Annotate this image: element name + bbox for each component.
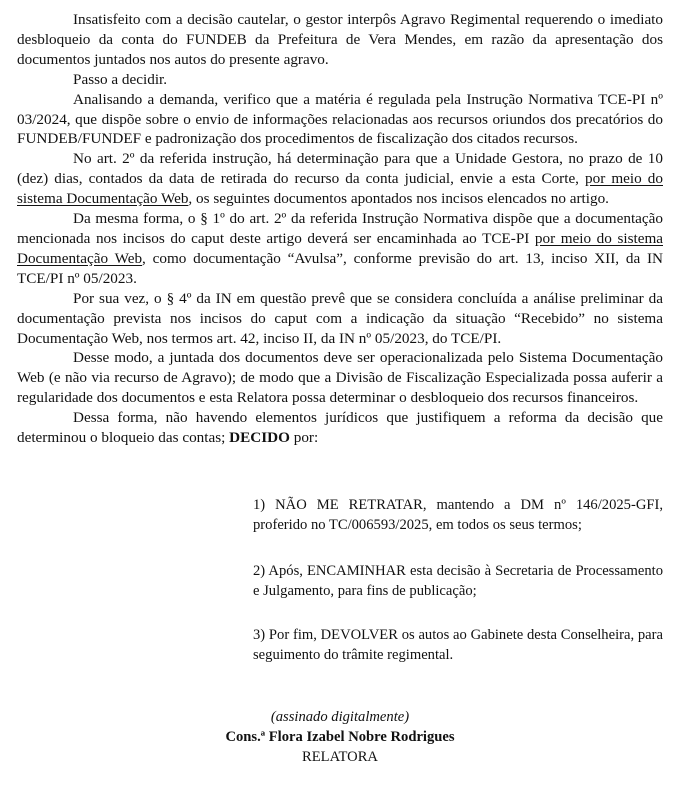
decision-item-1: 1) NÃO ME RETRATAR, mantendo a DM nº 146/2025-GFI, proferido no TC/006593/2025, em todos os seus termos;	[253, 497, 663, 533]
decision-body	[17, 10, 663, 448]
signature-role: RELATORA	[302, 749, 378, 765]
text-segment: , como documentação “Avulsa”, conforme previsão do art. 13, inciso XII, da IN TCE/PI nº 05/2023.	[17, 249, 663, 287]
text-segment: Dessa forma, não havendo elementos jurídicos que justifiquem a reforma da decisão que determinou o bloqueio das contas;	[17, 409, 663, 447]
text-segment: por:	[289, 429, 319, 447]
paragraph-paragrafo-4: Por sua vez, o § 4º da IN em questão prevê que se considera concluída a análise preliminar da documentação prevista nos incisos do caput com a indicação da situação “Recebido” no sistema Documentação Web, nos termos art. 42, inciso II, da IN nº 05/2023, do TCE/PI.	[17, 289, 663, 347]
underlined-text: por meio do sistema Documentação Web	[17, 229, 663, 267]
paragraph-paragrafo-1	[17, 209, 663, 289]
paragraph-instrucao-normativa: Analisando a demanda, verifico que a matéria é regulada pela Instrução Normativa TCE-PI nº 03/2024, que dispõe sobre o envio de informações relacionadas aos recursos oriundos dos precatórios do FUNDEB/FUNDEF e padronização dos procedimentos de fiscalização dos citados recursos.	[17, 90, 663, 148]
text-segment: No art. 2º da referida instrução, há determinação para que a Unidade Gestora, no prazo de 10 (dez) dias, contados da data de retirada do recurso da conta judicial, envie a esta Corte,	[17, 150, 663, 188]
paragraph-art-2	[17, 149, 663, 209]
paragraph-desse-modo: Desse modo, a juntada dos documentos deve ser operacionalizada pelo Sistema Documentação Web (e não via recurso de Agravo); de modo que a Divisão de Fiscalização Especializada possa auferir a regularidade dos documentos e esta Relatora possa determinar o desbloqueio dos recursos financeiros.	[17, 349, 663, 407]
underlined-text: por meio do sistema Documentação Web	[17, 170, 663, 208]
signature-note: (assinado digitalmente)	[270, 709, 410, 725]
text-segment: Da mesma forma, o § 1º do art. 2º da referida Instrução Normativa dispõe que a documentação mencionada nos incisos do caput deste artigo deverá ser encaminhada ao TCE-PI	[17, 210, 663, 247]
signature-block	[0, 707, 680, 767]
decision-item-2: 2) Após, ENCAMINHAR esta decisão à Secretaria de Processamento e Julgamento, para fins de publicação;	[253, 563, 663, 599]
signature-name: Cons.ª Flora Izabel Nobre Rodrigues	[225, 729, 455, 745]
paragraph-agravo: Insatisfeito com a decisão cautelar, o gestor interpôs Agravo Regimental requerendo o imediato desbloqueio da conta do FUNDEB da Prefeitura de Vera Mendes, em razão da apresentação dos documentos juntados nos autos do presente agravo.	[17, 11, 663, 68]
bold-text: DECIDO	[229, 429, 290, 447]
paragraph-passo-a-decidir: Passo a decidir.	[73, 70, 168, 88]
text-segment: , os seguintes documentos apontados nos incisos elencados no artigo.	[188, 190, 609, 208]
decision-item-3: 3) Por fim, DEVOLVER os autos ao Gabinete desta Conselheira, para seguimento do trâmite regimental.	[253, 627, 663, 663]
paragraph-decido	[17, 408, 663, 448]
